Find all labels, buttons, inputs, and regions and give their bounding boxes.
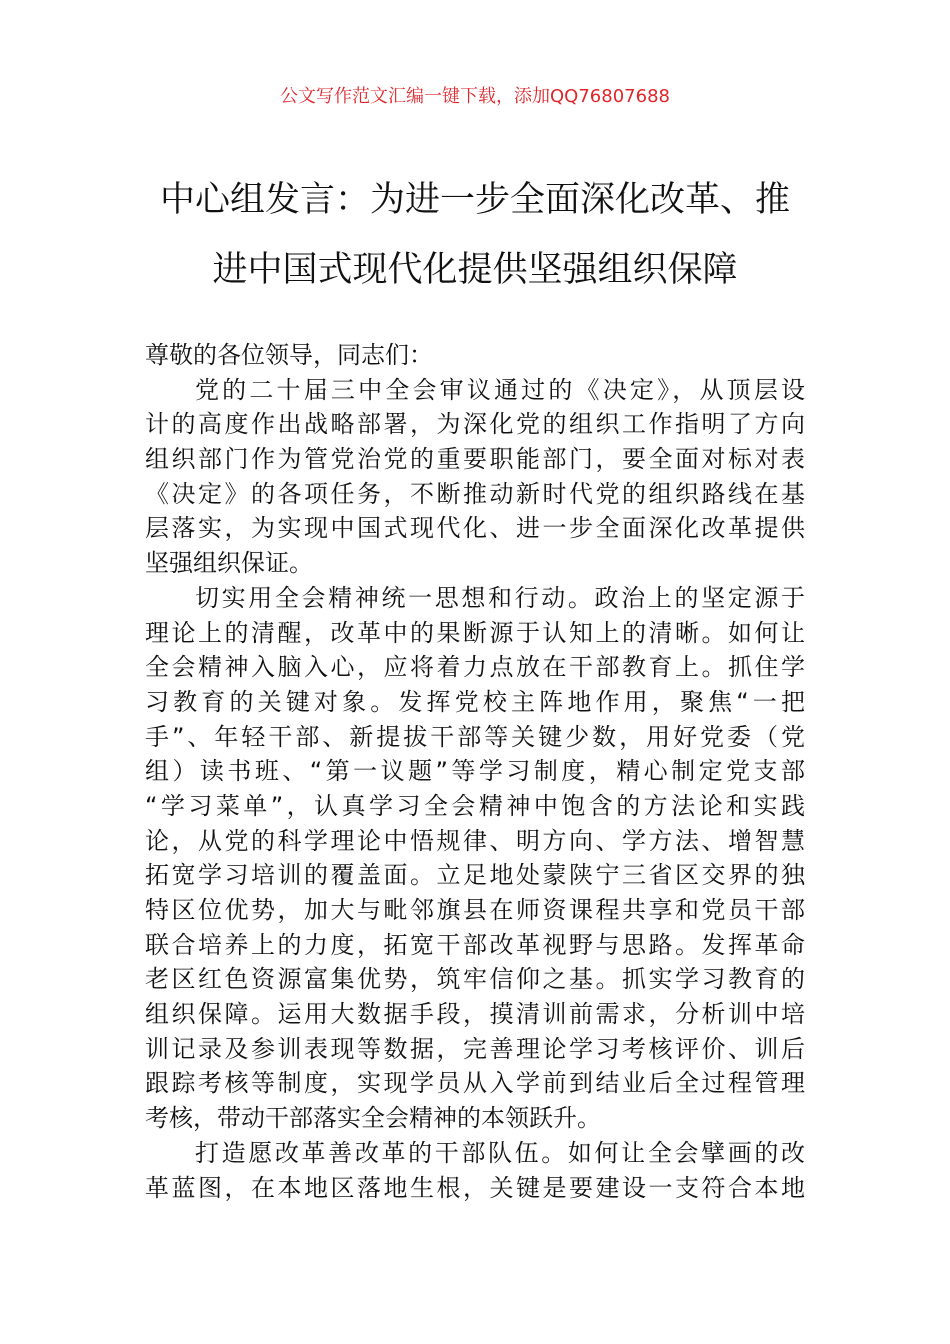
body-text-line: 坚强组织保证。 <box>145 549 313 578</box>
body-text-line: 计的高度作出战略部署，为深化党的组织工作指明了方向 <box>145 410 805 439</box>
body-text-line: 打造愿改革善改革的干部队伍。如何让全会擘画的改 <box>195 1138 805 1167</box>
body-text-line: 老区红色资源富集优势，筑牢信仰之基。抓实学习教育的 <box>145 965 805 994</box>
body-text-line: 切实用全会精神统一思想和行动。政治上的坚定源于 <box>195 583 805 612</box>
document-title-line-2: 进中国式现代化提供坚强组织保障 <box>212 250 738 290</box>
body-text-line: 组织保障。运用大数据手段，摸清训前需求，分析训中培 <box>145 1000 805 1029</box>
body-text-line: 训记录及参训表现等数据，完善理论学习考核评价、训后 <box>145 1034 805 1063</box>
body-text-line: 联合培养上的力度，拓宽干部改革视野与思路。发挥革命 <box>145 930 805 959</box>
document-body <box>145 338 805 1205</box>
body-text-line: 《决定》的各项任务，不断推动新时代党的组织路线在基 <box>145 479 805 508</box>
body-text-line: 组）读书班、“第一议题”等学习制度，精心制定党支部 <box>145 757 805 786</box>
body-text-line: 考核，带动干部落实全会精神的本领跃升。 <box>145 1104 601 1133</box>
body-text-line: 全会精神入脑入心，应将着力点放在干部教育上。抓住学 <box>145 653 805 682</box>
body-text-line: 跟踪考核等制度，实现学员从入学前到结业后全过程管理 <box>145 1069 805 1098</box>
body-text-line: 尊敬的各位领导，同志们： <box>145 341 433 369</box>
body-text-line: 组织部门作为管党治党的重要职能部门，要全面对标对表 <box>145 445 805 474</box>
body-text-line: 层落实，为实现中国式现代化、进一步全面深化改革提供 <box>145 514 805 543</box>
document-title-line-1: 中心组发言：为进一步全面深化改革、推 <box>159 180 790 220</box>
body-text-line: 拓宽学习培训的覆盖面。立足地处蒙陕宁三省区交界的独 <box>145 861 805 890</box>
body-text-line: 党的二十届三中全会审议通过的《决定》，从顶层设 <box>195 375 805 404</box>
body-text-line: 革蓝图，在本地区落地生根，关键是要建设一支符合本地 <box>145 1173 805 1202</box>
body-text-line: 习教育的关键对象。发挥党校主阵地作用，聚焦“一把 <box>145 687 805 716</box>
download-notice: 公文写作范文汇编一键下载，添加QQ76807688 <box>280 86 670 107</box>
body-text-line: 手”、年轻干部、新提拔干部等关键少数，用好党委（党 <box>145 722 805 751</box>
body-text-line: 理论上的清醒，改革中的果断源于认知上的清晰。如何让 <box>145 618 805 647</box>
body-text-line: 特区位优势，加大与毗邻旗县在师资课程共享和党员干部 <box>145 896 805 924</box>
body-text-line: 论，从党的科学理论中悟规律、明方向、学方法、增智慧 <box>145 826 805 855</box>
body-text-line: “学习菜单”，认真学习全会精神中饱含的方法论和实践 <box>145 791 805 820</box>
